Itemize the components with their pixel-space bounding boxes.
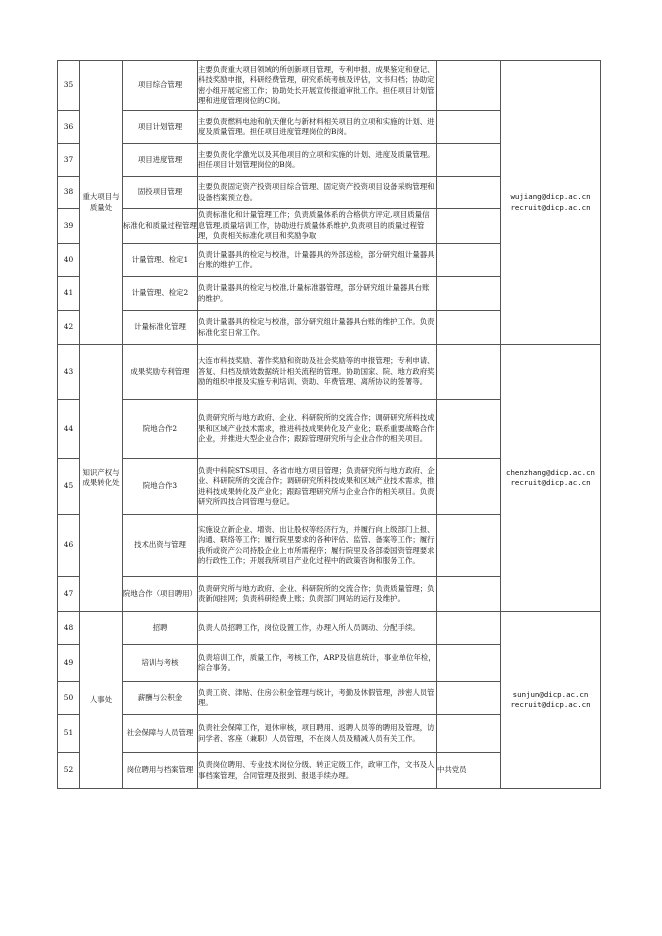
row-number: 36 (58, 111, 80, 144)
requirement-cell (437, 612, 501, 645)
row-number: 41 (58, 277, 80, 311)
requirement-cell (437, 682, 501, 715)
requirement-cell (437, 244, 501, 277)
table-row (58, 345, 601, 400)
requirement-cell (437, 144, 501, 177)
post-duties: 大连市科技奖励、著作奖励和资助及社会奖励等的申报管理；专利申请、答复、归档及绩效数据统计相关流程的管理。协助国家、院、地方政府奖励的组织申报及实施专利培训、资助、年费管理、离所协议的签署等。 (198, 345, 437, 400)
requirement-cell (437, 400, 501, 459)
post-name: 计量标准化管理 (123, 311, 198, 345)
contact-email-cell (501, 612, 601, 789)
table-row (58, 61, 601, 111)
post-duties: 负责计量器具的检定与校准，部分研究组计量器具台账的维护工作。负责标准化室日常工作。 (198, 311, 437, 345)
post-name: 技术出资与管理 (123, 515, 198, 577)
post-duties: 负责标准化和计量管理工作；负责质量体系的合格供方评定,项目质量信息管理,质量培训工作，协助进行质量体系维护,负责项目的质量过程管理，负责相关标准化项目和奖励争取 (198, 209, 437, 244)
requirement-cell (437, 277, 501, 311)
row-number: 52 (58, 753, 80, 789)
post-name: 院地合作3 (123, 459, 198, 515)
row-number: 50 (58, 682, 80, 715)
requirement-cell (437, 577, 501, 612)
requirement-cell (437, 209, 501, 244)
requirement-cell (437, 345, 501, 400)
post-duties: 负责人员招聘工作，岗位设置工作，办理入所人员调动、分配手续。 (198, 612, 437, 645)
requirement-cell: 中共党员 (437, 753, 501, 789)
contact-email[interactable]: recruit@dicp.ac.cn (510, 700, 591, 709)
row-number: 49 (58, 645, 80, 682)
contact-email[interactable]: recruit@dicp.ac.cn (510, 478, 591, 487)
row-number: 40 (58, 244, 80, 277)
post-duties: 主要负责固定资产投资项目综合管理、固定资产投资项目设备采购管理和设备档案预立卷。 (198, 177, 437, 209)
recruitment-table (57, 60, 601, 789)
row-number: 48 (58, 612, 80, 645)
row-number: 38 (58, 177, 80, 209)
contact-email[interactable]: chenzhang@dicp.ac.cn (506, 467, 595, 477)
post-duties: 主要负责燃料电池和航天催化与新材料相关项目的立项和实施的计划、进度及质量管理。担任项目进度管理岗位的B岗。 (198, 111, 437, 144)
department-cell: 人事处 (80, 612, 123, 789)
post-name: 薪酬与公积金 (123, 682, 198, 715)
row-number: 51 (58, 715, 80, 753)
post-name: 社会保障与人员管理 (123, 715, 198, 753)
requirement-cell (437, 515, 501, 577)
post-name: 院地合作2 (123, 400, 198, 459)
row-number: 44 (58, 400, 80, 459)
post-duties: 负责研究所与地方政府、企业、科研院所的交流合作；调研研究所科技成果和区域产业技术需求，推进科技成果转化及产业化；联系重要战略合作企业，并推进大型企业合作；跟踪管理研究所与企业合作的相关项目。 (198, 400, 437, 459)
row-number: 42 (58, 311, 80, 345)
row-number: 47 (58, 577, 80, 612)
post-name: 项目进度管理 (123, 144, 198, 177)
post-name: 项目计划管理 (123, 111, 198, 144)
post-name: 成果奖励专利管理 (123, 345, 198, 400)
post-name: 固投项目管理 (123, 177, 198, 209)
post-duties: 负责培训工作，质量工作，考核工作，ARP及信息统计，事业单位年检，综合事务。 (198, 645, 437, 682)
row-number: 37 (58, 144, 80, 177)
table-row (58, 612, 601, 645)
requirement-cell (437, 177, 501, 209)
post-duties: 负责计量器具的检定与校准,计量标准器管理，部分研究组计量器具台账的维护。 (198, 277, 437, 311)
post-duties: 负责研究所与地方政府、企业、科研院所的交流合作；负责质量管理；负责新闻挂网；负责科研经费上账；负责部门网站的运行及维护。 (198, 577, 437, 612)
post-duties: 负责工资、津贴、住房公积金管理与统计，考勤及休假管理，涉密人员管理。 (198, 682, 437, 715)
requirement-cell (437, 459, 501, 515)
contact-email[interactable]: recruit@dicp.ac.cn (510, 202, 591, 212)
post-duties: 负责社会保障工作，退休审核，项目聘用、返聘人员等的聘用及管理，访问学者、客座（兼职）人员管理，不在岗人员及精减人员有关工作。 (198, 715, 437, 753)
requirement-cell (437, 715, 501, 753)
post-duties: 负责计量器具的检定与校准，计量器具的外部送检，部分研究组计量器具台账的维护工作。 (198, 244, 437, 277)
post-name: 计量管理、检定1 (123, 244, 198, 277)
post-name: 院地合作（项目聘用） (123, 577, 198, 612)
contact-email[interactable]: sunjun@dicp.ac.cn (512, 689, 589, 699)
post-name: 招聘 (123, 612, 198, 645)
row-number: 45 (58, 459, 80, 515)
post-duties: 主要负责重大项目领域的所创新项目管理，专利申报、成果鉴定和登记、科技奖励申报，科研经费管理，研究系统考核及评估，文书归档；协助定密小组开展定密工作；协助处长开展宣传报道审批工作。担任项目计划管理和进度管理岗位的C岗。 (198, 61, 437, 111)
post-duties: 实施设立新企业、增资、出让股权等经济行为，并履行向上级部门上报、沟通、联络等工作；履行院里要求的各种评估、监管、备案等工作；履行我所或资产公司持股企业上市所需程序；履行院里及各部委国资管理要求的行政性工作；开展我所项目产业化过程中的政策咨询和服务工作。 (198, 515, 437, 577)
post-duties: 主要负责化学激光以及其他项目的立项和实施的计划、进度及质量管理。担任项目计划管理岗位的B岗。 (198, 144, 437, 177)
post-duties: 负责岗位聘用、专业技术岗位分级、转正定级工作，政审工作，文书及人事档案管理，合同管理及报到、报退手续办理。 (198, 753, 437, 789)
department-cell: 知识产权与成果转化处 (80, 345, 123, 612)
department-cell: 重大项目与质量处 (80, 61, 123, 345)
post-name: 岗位聘用与档案管理 (123, 753, 198, 789)
post-name: 培训与考核 (123, 645, 198, 682)
row-number: 46 (58, 515, 80, 577)
contact-email-cell (501, 345, 601, 612)
requirement-cell (437, 645, 501, 682)
post-name: 项目综合管理 (123, 61, 198, 111)
row-number: 35 (58, 61, 80, 111)
row-number: 39 (58, 209, 80, 244)
contact-email[interactable]: wujiang@dicp.ac.cn (510, 192, 591, 201)
contact-email-cell (501, 61, 601, 345)
post-name: 计量管理、检定2 (123, 277, 198, 311)
requirement-cell (437, 111, 501, 144)
requirement-cell (437, 311, 501, 345)
post-name: 标准化和质量过程管理 (123, 209, 198, 244)
requirement-cell (437, 61, 501, 111)
row-number: 43 (58, 345, 80, 400)
post-duties: 负责中科院STS项目、各省市地方项目管理；负责研究所与地方政府、企业、科研院所的交流合作；调研研究所科技成果和区域产业技术需求，推进科技成果转化及产业化；跟踪管理研究所与企业合作的相关项目。负责研究所四技合同管理与登记。 (198, 459, 437, 515)
